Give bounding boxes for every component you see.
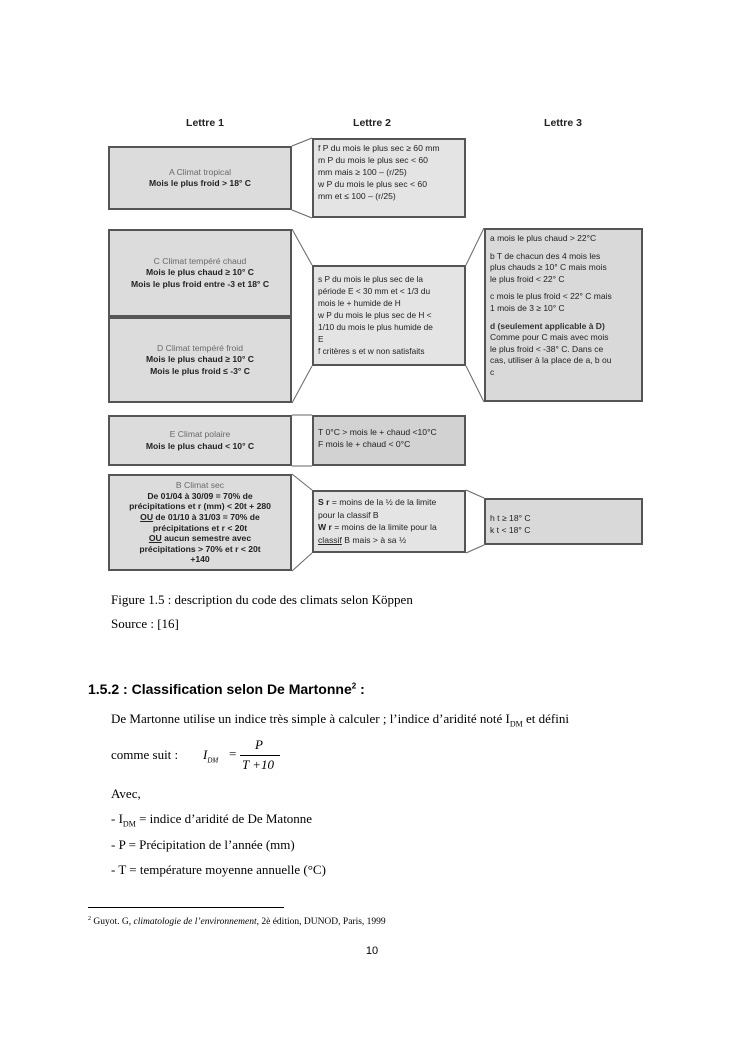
- climate-c-line1: Mois le plus chaud ≥ 10° C: [146, 267, 254, 278]
- paragraph-line-2: comme suit :: [111, 747, 179, 762]
- r1-b-line: le plus froid < 22° C: [490, 273, 565, 284]
- climate-d-line2: Mois le plus froid ≤ -3° C: [150, 365, 250, 376]
- figure-source: Source : [16]: [111, 616, 179, 631]
- paragraph-line-1: De Martonne utilise un indice très simple à calculer ; l’indice d’aridité noté $I_{DM}$ et défini: [111, 711, 569, 729]
- climate-a-box: [108, 146, 292, 210]
- letter3-dry-box: [484, 498, 643, 545]
- r1-c-line: c mois le plus froid < 22° C mais: [490, 291, 612, 302]
- climate-b-line6: précipitations > 70% et r < 20t: [139, 543, 261, 554]
- m3-line: F mois le + chaud < 0°C: [318, 439, 411, 449]
- climate-d-box: [108, 317, 292, 403]
- formula-numerator: P: [255, 737, 263, 752]
- formula-eq: =: [229, 746, 237, 761]
- letter2-polar-box: [312, 415, 466, 466]
- m1-line: mm et ≤ 100 – (r/25): [318, 191, 396, 201]
- m2-line: s P du mois le plus sec de la: [318, 274, 423, 284]
- m1-line: w P du mois le plus sec < 60: [318, 179, 427, 189]
- r1-d-title: d (seulement applicable à D): [490, 320, 605, 331]
- r2-line: k t < 18° C: [490, 525, 531, 535]
- m1-line: mm mais ≥ 100 – (r/25): [318, 167, 407, 177]
- section-heading: 1.5.2 : Classification selon De Martonne$^2$ :: [88, 681, 365, 697]
- formula-bar: [240, 755, 280, 756]
- r1-b-line: b T de chacun des 4 mois les: [490, 250, 601, 261]
- r1-b-line: plus chauds ≥ 10° C mais mois: [490, 262, 607, 273]
- climate-d-line1: Mois le plus chaud ≥ 10° C: [146, 354, 254, 365]
- footnote: $^2$ Guyot. G, climatologie de l’environnement, 2è édition, DUNOD, Paris, 1999: [88, 916, 386, 928]
- climate-b-line1: De 01/04 à 30/09 = 70% de: [147, 490, 253, 501]
- r1-d-line: cas, utiliser à la place de a, b ou: [490, 355, 612, 366]
- climate-b-line5: OU aucun semestre avec: [148, 533, 252, 544]
- climate-e-box: [108, 415, 292, 466]
- bullet-p: - P = Précipitation de l’année (mm): [111, 837, 295, 852]
- letter3-temperature-box: [484, 228, 643, 402]
- climate-e-title: E Climat polaire: [169, 429, 231, 440]
- page-number: 10: [365, 945, 379, 957]
- r1-d-line: le plus froid < -38° C. Dans ce: [490, 343, 604, 354]
- climate-a-title: A Climat tropical: [168, 166, 232, 177]
- climate-b-line2: précipitations et r (mm) < 20t + 280: [129, 501, 271, 512]
- climate-e-line1: Mois le plus chaud < 10° C: [145, 440, 255, 451]
- m2-line: E: [318, 334, 324, 344]
- climate-b-line3: OU de 01/10 à 31/03 = 70% de: [140, 511, 260, 522]
- climate-c-line2: Mois le plus froid entre -3 et 18° C: [130, 278, 270, 289]
- letter2-tropical-box: [312, 138, 466, 218]
- column-header-lettre-2: Lettre 2: [353, 117, 391, 129]
- climate-b-line4: précipitations et r < 20t: [152, 522, 248, 533]
- column-header-lettre-1: Lettre 1: [186, 117, 224, 129]
- climate-c-box: [108, 229, 292, 317]
- footnote-rule: [88, 907, 284, 908]
- footnote-mark: 2: [351, 681, 357, 691]
- bullet-t: - T = température moyenne annuelle (°C): [111, 862, 326, 877]
- climate-a-line1: Mois le plus froid > 18° C: [148, 178, 252, 188]
- m1-line: f P du mois le plus sec ≥ 60 mm: [318, 143, 440, 153]
- r1-c-line: 1 mois de 3 ≥ 10° C: [490, 302, 565, 313]
- m2-line: mois le + humide de H: [318, 298, 401, 308]
- r1-d-line: c: [490, 366, 495, 377]
- m4-line: W r = moins de la limite pour la: [318, 522, 437, 532]
- figure-caption: Figure 1.5 : description du code des climats selon Köppen: [111, 592, 413, 607]
- r2-line: h t ≥ 18° C: [490, 513, 531, 523]
- column-header-lettre-3: Lettre 3: [544, 117, 582, 129]
- r1-d-line: Comme pour C mais avec mois: [490, 332, 609, 343]
- formula-lhs: $I_{DM}$: [203, 747, 219, 765]
- m2-line: w P du mois le plus sec de H <: [318, 310, 432, 320]
- climate-c-title: C Climat tempéré chaud: [153, 256, 247, 267]
- m4-line: classif B mais > à sa ½: [318, 534, 407, 545]
- climate-b-box: [108, 474, 292, 571]
- m1-line: m P du mois le plus sec < 60: [318, 155, 428, 165]
- avec-line: Avec,: [111, 786, 141, 801]
- bullet-idm: - $I_{DM}$ = indice d’aridité de De Matonne: [111, 811, 313, 829]
- letter2-dry-box: [312, 490, 466, 553]
- r1-a: a mois le plus chaud > 22°C: [490, 233, 597, 243]
- m3-line: T 0°C > mois le + chaud <10°C: [318, 427, 437, 437]
- formula-denominator: T +10: [242, 757, 275, 772]
- m2-line: 1/10 du mois le plus humide de: [318, 322, 433, 332]
- climate-d-title: D Climat tempéré froid: [157, 343, 243, 354]
- letter2-temperate-box: [312, 265, 466, 366]
- climate-b-title: B Climat sec: [175, 480, 225, 491]
- m4-line: pour la classif B: [318, 509, 379, 520]
- m2-line: période E < 30 mm et < 1/3 du: [318, 286, 431, 296]
- m4-line: S r = moins de la ½ de la limite: [318, 497, 437, 507]
- climate-b-line7: +140: [190, 554, 210, 565]
- m2-line: f critères s et w non satisfaits: [318, 346, 425, 356]
